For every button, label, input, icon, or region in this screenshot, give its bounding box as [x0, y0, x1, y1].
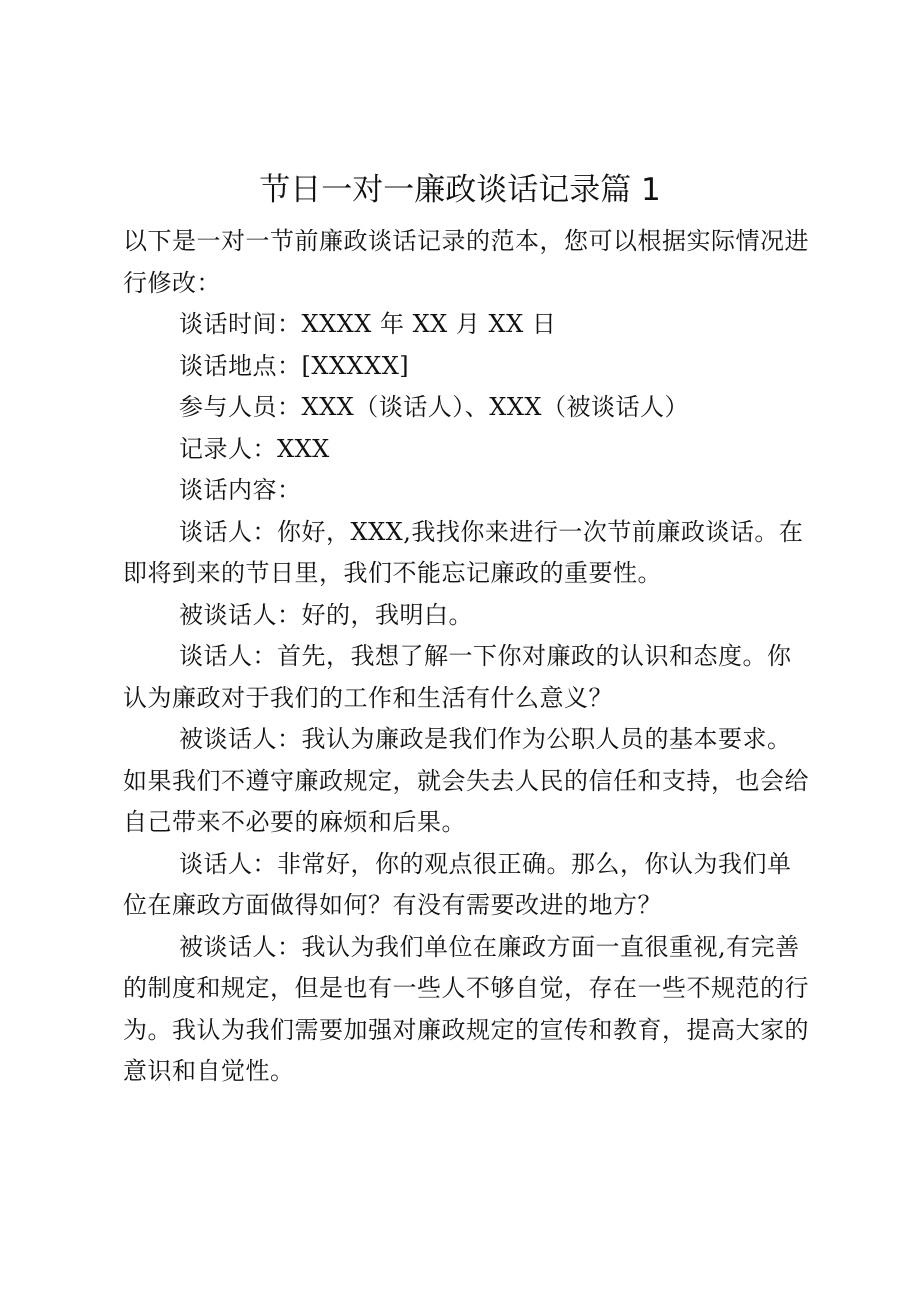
- dialogue-line: 认为廉政对于我们的工作和生活有什么意义？: [123, 683, 613, 712]
- participants-line: 参与人员：XXX（谈话人）、XXX（被谈话人）: [179, 393, 690, 421]
- dialogue-line: 被谈话人：好的，我明白。: [179, 600, 473, 629]
- dialogue-line: 如果我们不遵守廉政规定，就会失去人民的信任和支持，也会给: [123, 766, 809, 795]
- text-line: 行修改：: [123, 268, 221, 297]
- text-line: 以下是一对一节前廉政谈话记录的范本，您可以根据实际情况进: [123, 227, 809, 255]
- dialogue-line: 即将到来的节日里，我们不能忘记廉政的重要性。: [123, 559, 662, 587]
- dialogue-line: 位在廉政方面做得如何？有没有需要改进的地方？: [123, 891, 662, 919]
- meeting-location-line: 谈话地点：[XXXXX]: [179, 351, 410, 380]
- dialogue-line: 谈话人：非常好，你的观点很正确。那么，你认为我们单: [179, 849, 792, 878]
- dialogue-line: 为。我认为我们需要加强对廉政规定的宣传和教育，提高大家的: [123, 1015, 809, 1044]
- dialogue-line: 被谈话人：我认为我们单位在廉政方面一直很重视,有完善: [179, 932, 800, 961]
- content-heading-line: 谈话内容：: [179, 476, 302, 504]
- dialogue-line: 被谈话人：我认为廉政是我们作为公职人员的基本要求。: [179, 725, 792, 753]
- document-title: 节日一对一廉政谈话记录篇 1: [259, 172, 661, 208]
- dialogue-line: 的制度和规定，但是也有一些人不够自觉，存在一些不规范的行: [123, 974, 809, 1002]
- dialogue-line: 意识和自觉性。: [123, 1057, 295, 1085]
- recorder-line: 记录人：XXX: [179, 434, 330, 463]
- dialogue-line: 自己带来不必要的麻烦和后果。: [123, 808, 466, 836]
- dialogue-line: 谈话人：你好，XXX,我找你来进行一次节前廉政谈话。在: [179, 517, 804, 546]
- meeting-time-line: 谈话时间：XXXX 年 XX 月 XX 日: [179, 310, 557, 338]
- document-body: [123, 221, 811, 1093]
- dialogue-line: 谈话人：首先，我想了解一下你对廉政的认识和态度。你: [179, 642, 792, 670]
